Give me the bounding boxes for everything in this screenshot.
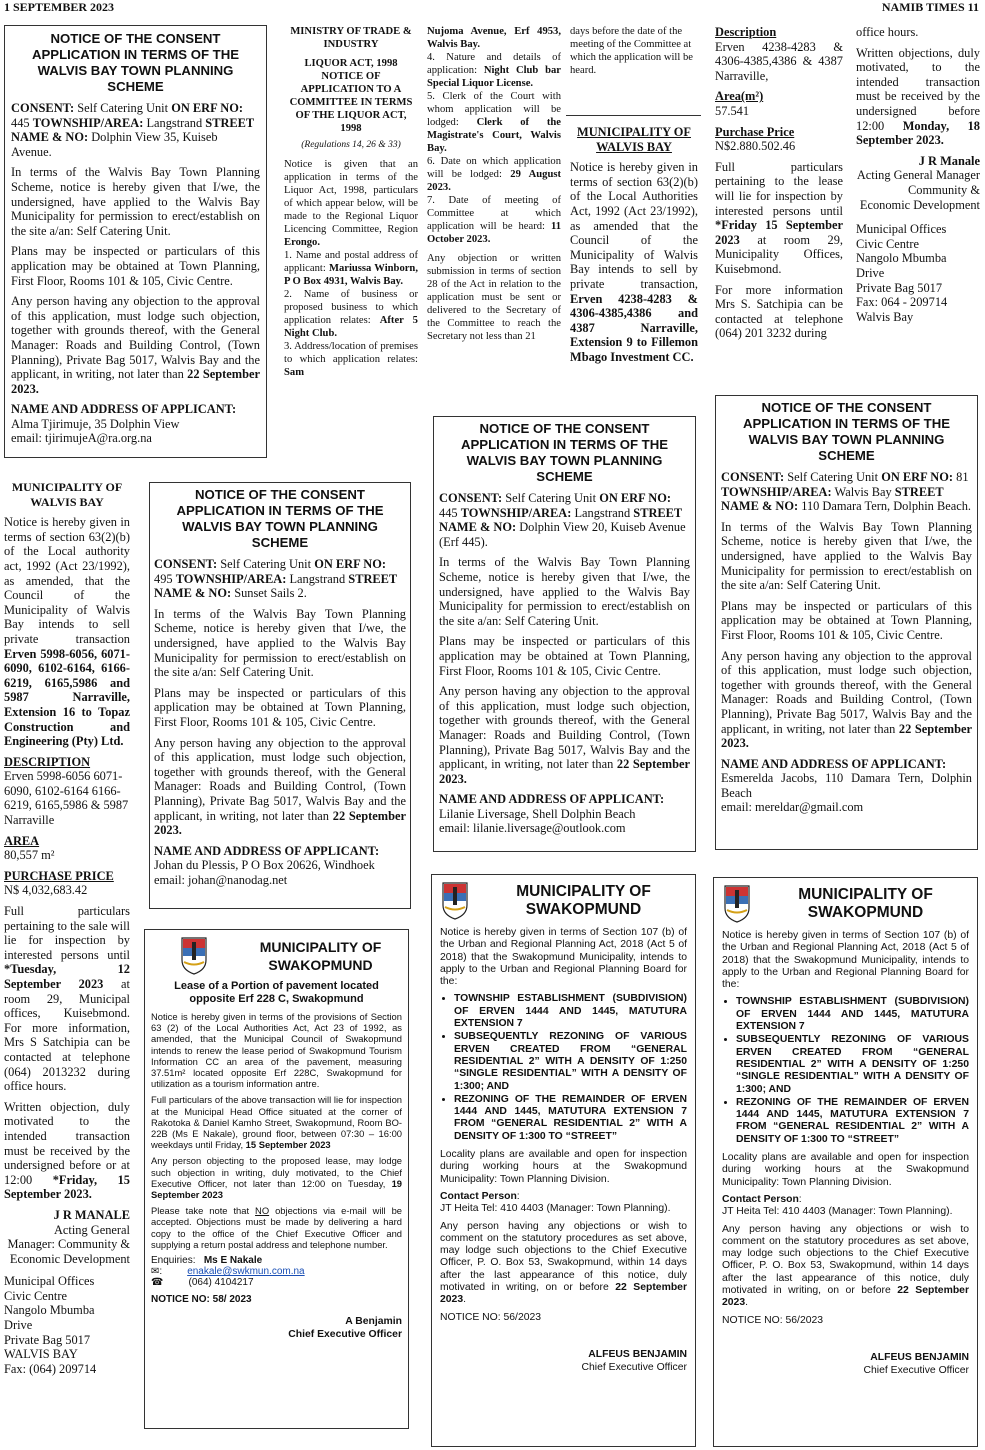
regulations: (Regulations 14, 26 & 33) <box>301 140 401 150</box>
signatory-name: J R MANALE <box>53 1207 130 1222</box>
applicant-name: Lilanie Liversage, Shell Dolphin Beach <box>439 806 636 821</box>
address-line: Civic Centre <box>4 1288 67 1303</box>
bullet-list <box>440 993 687 1143</box>
price: N$2.880.502.46 <box>715 139 796 154</box>
notice-title: MUNICIPALITY OF WALVIS BAY <box>577 125 691 154</box>
applicant-label: NAME AND ADDRESS OF APPLICANT: <box>439 792 665 807</box>
swakopmund-planning-notice-2 <box>713 877 978 1447</box>
address-line: Drive <box>4 1318 33 1333</box>
paragraph: Any person having any objection to the approval of this application, must lodge such objection, together with grounds thereof, with the General Manager: Roads and Building Control, (Town Planning), Private Bag 5017, Walvis Bay and the applicant, in writing, not later than 22 September 2023. <box>721 648 972 751</box>
paragraph: Any person having any objection to the approval of this application, must lodge such objection, together with grounds thereof, with the General Manager: Roads and Building Control, (Town Planning), Private Bag 5017, Walvis Bay and the applicant, in writing, not later than 22 September 2023. <box>11 294 261 396</box>
swakopmund-crest-icon <box>179 936 209 976</box>
address-line: Municipal Offices <box>856 222 947 237</box>
swakopmund-crest-icon <box>722 884 752 924</box>
paragraph: In terms of the Walvis Bay Town Planning Scheme, notice is hereby given that I/we, the undersigned, have applied to the Walvis Bay Municipality for permission to erect/establish on the site a/an: Self Catering Unit. <box>721 519 972 593</box>
act-title: LIQUOR ACT, 1998 NOTICE OF APPLICATION TO A COMMITTEE IN TERMS OF THE LIQUOR ACT, 1998 <box>289 58 413 134</box>
address-line: Nangolo Mbumba <box>856 251 947 266</box>
address-line: Walvis Bay <box>856 309 914 324</box>
list-item: • REZONING OF THE REMAINDER OF ERVEN 1444 AND 1445, MATUTURA EXTENSION 7 FROM “GENERAL RESIDENTIAL 2” WITH A DENSITY OF 1:300 TO “STREET” <box>736 1097 969 1146</box>
price-label: PURCHASE PRICE <box>4 868 114 883</box>
address-line: Fax: 064 - 209714 <box>856 295 948 310</box>
area-label: AREA <box>4 833 40 848</box>
applicant-label: NAME AND ADDRESS OF APPLICANT: <box>154 843 380 858</box>
paragraph: Full particulars pertaining to the lease will lie for inspection by interested persons until *Friday 15 September 2023 at room 29, Municipality Offices, Kuisebmond. <box>715 159 843 276</box>
paragraph: For more information Mrs S. Satchipia can be contacted at telephone (064) 201 3232 during <box>715 282 843 341</box>
contact: JT Heita Tel: 410 4403 (Manager: Town Planning). <box>722 1206 953 1218</box>
area: 80,557 m² <box>4 848 55 863</box>
paragraph: Full particulars of the above transaction will lie for inspection at the Municipal Head Office situated at the corner of Rakotoka & Daniel Kamho Street, Swakopmund, Room BO-22B (Ms E Nakale), ground floor, between 07:30 – 16:00 weekdays until Friday, 15 September 2023 <box>151 1094 402 1151</box>
bullet-list <box>722 996 969 1146</box>
consent-details: CONSENT: Self Catering Unit ON ERF NO: 445 TOWNSHIP/AREA: Langstrand STREET NAME & NO: Dolphin View 35, Kuiseb Avenue. <box>11 101 254 159</box>
walvis-bay-sale-notice-2 <box>4 480 130 1430</box>
area-label: Area(m²) <box>715 89 764 104</box>
mail-icon: ✉ <box>151 1266 160 1278</box>
ministry-title: MINISTRY OF TRADE & INDUSTRY <box>290 26 412 50</box>
liquor-notice <box>284 25 418 435</box>
paragraph: Notice is hereby given in terms of the provisions of Section 63 (2) of the Local Authorities Act, Act 23 of 1992, as amended, that the Municipal Council of Swakopmund intends to renew the lease period of Swakopmund Tourism Information CC an area of the pavement, measuring 37.51m² located opposite Erf 228C, Swakopmund for utilization as a tourism information antre. <box>151 1011 402 1090</box>
applicant-email: email: johan@nanodag.net <box>154 872 288 887</box>
notice-title: NOTICE OF THE CONSENT APPLICATION IN TERMS OF THE WALVIS BAY TOWN PLANNING SCHEME <box>176 487 384 550</box>
paragraph: Notice is hereby given in terms of section 63(2)(b) of the Local authority act, 1992 (Act 23/1992), as amended, that the Council of the Municipality of Walvis Bay intends to sell private transaction Erven 5998-6056, 6071-6090, 6102-6164, 6166-6219, 6165,5986 and 5987 Narraville, Extension 16 to Topaz Construction and Engineering (Pty) Ltd. <box>4 515 130 749</box>
list-item: • SUBSEQUENTLY REZONING OF VARIOUS ERVEN CREATED FROM “GENERAL RESIDENTIAL 2” WITH A DENSITY OF 1:250 “SINGLE RESIDENTIAL” WITH A DENSITY OF 1:300; AND <box>736 1034 969 1095</box>
paragraph: Plans may be inspected or particulars of this application may be obtained at Town Planning, First Floor, Rooms 101 & 105, Civic Centre. <box>154 685 406 729</box>
applicant-name: Alma Tjirimuje, 35 Dolphin View <box>11 416 180 431</box>
desc-label: Description <box>715 25 777 39</box>
swakopmund-planning-notice-1 <box>431 874 696 1447</box>
price: N$ 4,032,683.42 <box>4 883 88 898</box>
address-line: Private Bag 5017 <box>4 1332 91 1347</box>
signatory-name: ALFEUS BENJAMIN <box>870 1351 969 1363</box>
item-2: 2. Name of business or proposed business to which application relates: After 5 Night Club. <box>284 289 418 339</box>
paragraph: Any objection or written submission in terms of section 28 of the Act in relation to the application must be sent or delivered to the Secretary of the Committee to reach the Secretary not less than 21 <box>427 253 561 342</box>
desc-label: DESCRIPTION <box>4 754 91 769</box>
swakopmund-lease-notice <box>144 929 409 1429</box>
consent-details: CONSENT: Self Catering Unit ON ERF NO: 445 TOWNSHIP/AREA: Langstrand STREET NAME & NO: Dolphin View 20, Kuiseb Avenue (Erf 445). <box>439 491 686 549</box>
list-item: • TOWNSHIP ESTABLISHMENT (SUBDIVISION) OF ERVEN 1444 AND 1445, MATUTURA EXTENSION 7 <box>454 993 687 1030</box>
paragraph: Any person having any objections or wish to comment on the statutory procedures as set above, may lodge such objections to the Chief Executive Officer, P. O. Box 53, Swakopmund, within 14 days after the last appearance of this notice, duly motivated in writing, on or before 22 September 2023. <box>440 1220 687 1306</box>
paragraph: Notice is hereby given in terms of Section 107 (b) of the Urban and Regional Planning Act, 2018 (Act 5 of 2018) that the Swakopmund Municipality, intends to apply to the Urban and Regional Planning Board for the: <box>722 930 969 991</box>
paragraph: Plans may be inspected or particulars of this application may be obtained at Town Planning, First Floor, Rooms 101 & 105, Civic Centre. <box>439 634 690 678</box>
contact: JT Heita Tel: 410 4403 (Manager: Town Planning). <box>440 1203 671 1215</box>
paragraph: Locality plans are available and open for inspection during working hours at the Swakopmund Municipality: Town Planning Division. <box>722 1152 969 1188</box>
consent-details: CONSENT: Self Catering Unit ON ERF NO: 81 TOWNSHIP/AREA: Walvis Bay STREET NAME & NO: 110 Damara Tern, Dolphin Beach. <box>721 470 971 514</box>
address-line: Municipal Offices <box>4 1274 95 1289</box>
address-line: Civic Centre <box>856 236 919 251</box>
paragraph: Any person having any objection to the approval of this application, must lodge such objection, together with grounds thereof, with the General Manager: Roads and Building Control, (Town Planning), Private Bag 5017, Walvis Bay and the applicant, in writing, not later than 22 September 2023. <box>154 735 407 838</box>
consent-notice-4 <box>715 395 978 850</box>
paragraph: Plans may be inspected or particulars of this application may be obtained at Town Planning, First Floor, Rooms 101 & 105, Civic Centre. <box>721 598 972 642</box>
address-line: WALVIS BAY <box>4 1347 78 1362</box>
notice-number: NOTICE NO: 58/ 2023 <box>151 1293 252 1305</box>
email-link[interactable]: enakale@swkmun.com.na <box>187 1266 305 1278</box>
enquiries: Enquiries: Ms E Nakale <box>151 1255 263 1267</box>
municipality-title: MUNICIPALITY OF SWAKOPMUND <box>516 883 651 918</box>
contact-label: Contact Person: <box>722 1193 802 1205</box>
paragraph: In terms of the Walvis Bay Town Planning Scheme, notice is hereby given that I/we, the undersigned, have applied to the Walvis Bay Municipality for permission to erect/establish on the site a/an: Self Catering Unit. <box>439 555 690 628</box>
phone-icon: ☎ <box>151 1277 164 1289</box>
paragraph: Notice is given that an application in terms of the Liquor Act, 1998, particulars of which appear below, will be made to the Regional Liquor Licencing Committee, Region Erongo. <box>284 159 418 248</box>
walvis-bay-sale-notice-1 <box>570 125 698 395</box>
paragraph: Notice is hereby given in terms of Section 107 (b) of the Urban and Regional Planning Act, 2018 (Act 5 of 2018) that the Swakopmund Municipality, intends to apply to the Urban and Regional Planning Board for the: <box>440 927 687 988</box>
liquor-notice-end: days before the date of the meeting of the Committee at which the application will be heard. <box>570 26 693 76</box>
page-date: 1 SEPTEMBER 2023 <box>4 0 115 14</box>
newspaper-name: NAMIB TIMES 11 <box>881 0 979 14</box>
address-line: Fax: (064) 209714 <box>4 1361 97 1376</box>
paragraph: In terms of the Walvis Bay Town Planning Scheme, notice is hereby given that I/we, the undersigned, have applied to the Walvis Bay Municipality for permission to erect/establish on the site a/an: Self Catering Unit. <box>11 165 260 238</box>
walvis-bay-sale-details-1 <box>715 25 843 365</box>
paragraph: Notice is hereby given in terms of section 63(2)(b) of the Local Authorities Act, 1992 (Act 23/1992), as amended that the Council of the Municipality of Walvis Bay intends to sell by private transaction, Erven 4238-4283 & 4306-4385,4386 and 4387 Narraville, Extension 9 to Fillemon Mbago Investment CC. <box>570 160 698 364</box>
notice-title: NOTICE OF THE CONSENT APPLICATION IN TERMS OF THE WALVIS BAY TOWN PLANNING SCHEME <box>460 421 669 484</box>
desc: Erven 4238-4283 & 4306-4385,4386 & 4387 Narraville, <box>715 39 843 83</box>
notice-number: NOTICE NO: 56/2023 <box>440 1311 542 1323</box>
price-label: Purchase Price <box>715 124 795 139</box>
item-6: 6. Date on which application will be lodged: 29 August 2023. <box>427 156 561 193</box>
address-line: Private Bag 5017 <box>856 280 943 295</box>
paragraph: Any person having any objection to the approval of this application, must lodge such objection, together with grounds thereof, with the General Manager: Roads and Building Control, (Town Planning), Private Bag 5017, Walvis Bay and the applicant, in writing, not later than 22 September 2023. <box>439 684 690 786</box>
applicant-name: Esmerelda Jacobs, 110 Damara Tern, Dolphin Beach <box>721 771 972 800</box>
signatory-title: Acting General Manager Community & Economic Development <box>856 168 980 212</box>
walvis-bay-sale-end-1: office hours. Written objections, duly motivated, to the intended transaction must be received by the undersigned before 12:00 Monday, 18 September 2023. J R Manale Acting General Manager Community & Economic Development Municipal Offices Civic Centre Nangolo Mbumba Drive Private Bag 5017 Fax: 064 - 209714 Walvis Bay <box>856 25 980 324</box>
paragraph: In terms of the Walvis Bay Town Planning Scheme, notice is hereby given that I/we, the undersigned, have applied to the Walvis Bay Municipality for permission to erect/establish on the site a/an: Self Catering Unit. <box>154 606 406 680</box>
notice-title: NOTICE OF THE CONSENT APPLICATION IN TERMS OF THE WALVIS BAY TOWN PLANNING SCHEME <box>31 31 240 94</box>
signatory-title: Chief Executive Officer <box>288 1328 402 1340</box>
applicant-label: NAME AND ADDRESS OF APPLICANT: <box>11 402 237 417</box>
lease-subtitle: Lease of a Portion of pavement located opposite Erf 228 C, Swakopmund <box>174 980 379 1005</box>
address-line: Nangolo Mbumba <box>4 1303 95 1318</box>
applicant-email: email: tjirimujeA@ra.org.na <box>11 431 152 446</box>
paragraph: Full particulars pertaining to the sale will lie for inspection by interested persons until *Tuesday, 12 September 2023 at room 29, Municipal offices, Kuisebmond. For more information, Mrs S Satchipia can be contacted at telephone (064) 2013232 during office hours. <box>4 904 130 1094</box>
item-7: 7. Date of meeting of Committee at which application will be heard: 11 October 2023. <box>427 195 561 245</box>
list-item: • SUBSEQUENTLY REZONING OF VARIOUS ERVEN CREATED FROM “GENERAL RESIDENTIAL 2” WITH A DENSITY OF 1:250 “SINGLE RESIDENTIAL” WITH A DENSITY OF 1:300; AND <box>454 1031 687 1092</box>
contact-label: Contact Person: <box>440 1190 520 1202</box>
paragraph: Any person objecting to the proposed lease, may lodge such objection in writing, duly motivated, to the Chief Executive Officer, not later than 12:00 on Tuesday, 19 September 2023 <box>151 1155 403 1201</box>
signatory-name: A Benjamin <box>345 1315 402 1327</box>
municipality-title: MUNICIPALITY OF SWAKOPMUND <box>798 886 933 921</box>
swakopmund-crest-icon <box>440 881 470 921</box>
email-line: ✉: enakale@swkmun.com.na <box>151 1266 305 1278</box>
area: 57.541 <box>715 103 750 118</box>
municipality-title: MUNICIPALITY OF SWAKOPMUND <box>259 939 382 973</box>
signatory-title: Chief Executive Officer <box>863 1364 969 1376</box>
signatory-title: Chief Executive Officer <box>581 1361 687 1373</box>
liquor-notice-cont: Nujoma Avenue, Erf 4953, Walvis Bay. 4. Nature and details of application: Night Club bar Special Liquor License. 5. Clerk of the Court with whom application will be lodged: Clerk of the Magistrate's Court, Walvis Bay. 6. Date on which application will be lodged: 29 August 2023. 7. Date of meeting of Committee at which application will be heard: 11 October 2023. Any objection or written submission in terms of section 28 of the Act in relation to the application must be sent or delivered to the Secretary of the Committee to reach the Secretary not less than 21 <box>427 26 561 342</box>
item-4: 4. Nature and details of application: Night Club bar Special Liquor License. <box>427 52 561 89</box>
desc: Erven 5998-6056 6071-6090, 6102-6164 6166-6219, 6165,5986 & 5987 Narraville <box>4 769 129 828</box>
consent-details: CONSENT: Self Catering Unit ON ERF NO: 495 TOWNSHIP/AREA: Langstrand STREET NAME & NO: Sunset Sails 2. <box>154 557 397 601</box>
item-5: 5. Clerk of the Court with whom application will be lodged: Clerk of the Magistrate's Court, Walvis Bay. <box>427 91 561 154</box>
paragraph: Plans may be inspected or particulars of this application may be obtained at Town Planning, First Floor, Rooms 101 & 105, Civic Centre. <box>11 244 260 288</box>
list-item: • TOWNSHIP ESTABLISHMENT (SUBDIVISION) OF ERVEN 1444 AND 1445, MATUTURA EXTENSION 7 <box>736 996 969 1033</box>
paragraph: Written objections, duly motivated, to the intended transaction must be received by the undersigned before 12:00 Monday, 18 September 2023. <box>856 45 980 148</box>
paragraph: Please take note that NO objections via e-mail will be accepted. Objections must be made by delivering a hard copy to the office of the Chief Executive Officer and supplying a return postal address and telephone number. <box>151 1205 402 1250</box>
applicant-name: Johan du Plessis, P O Box 20626, Windhoek <box>154 858 375 873</box>
consent-notice-2 <box>149 482 411 909</box>
consent-notice-1 <box>4 25 267 458</box>
signatory-name: ALFEUS BENJAMIN <box>588 1348 687 1360</box>
item-3: 3. Address/location of premises to which application relates: Sam <box>284 341 418 378</box>
paragraph: Locality plans are available and open for inspection during working hours at the Swakopmund Municipality: Town Planning Division. <box>440 1149 687 1185</box>
applicant-label: NAME AND ADDRESS OF APPLICANT: <box>721 756 947 771</box>
signatory-title: Acting General Manager: Community & Economic Development <box>7 1222 130 1266</box>
notice-title: MUNICIPALITY OF WALVIS BAY <box>11 480 123 509</box>
phone-line: ☎ (064) 4104217 <box>151 1277 254 1289</box>
signatory-name: J R Manale <box>918 153 980 168</box>
consent-notice-3 <box>433 416 696 852</box>
address-line: Drive <box>856 265 885 280</box>
applicant-email: email: lilanie.liversage@outlook.com <box>439 821 626 836</box>
divider <box>566 115 701 116</box>
list-item: • REZONING OF THE REMAINDER OF ERVEN 1444 AND 1445, MATUTURA EXTENSION 7 FROM “GENERAL RESIDENTIAL 2” WITH A DENSITY OF 1:300 TO “STREET” <box>454 1094 687 1143</box>
notice-title: NOTICE OF THE CONSENT APPLICATION IN TERMS OF THE WALVIS BAY TOWN PLANNING SCHEME <box>742 400 951 463</box>
paragraph: Any person having any objections or wish to comment on the statutory procedures as set above, may lodge such objections to the Chief Executive Officer, P. O. Box 53, Swakopmund, within 14 days after the last appearance of this notice, duly motivated in writing, on or before 22 September 2023. <box>722 1223 969 1309</box>
paragraph: Written objection, duly motivated to the intended transaction must be received by the undersigned before or at 12:00 *Friday, 15 September 2023. <box>4 1099 130 1202</box>
notice-number: NOTICE NO: 56/2023 <box>722 1314 824 1326</box>
applicant-email: email: mereldar@gmail.com <box>721 800 864 815</box>
item-1: 1. Name and postal address of applicant: Mariussa Winborn, P O Box 4931, Walvis Bay. <box>284 250 418 287</box>
